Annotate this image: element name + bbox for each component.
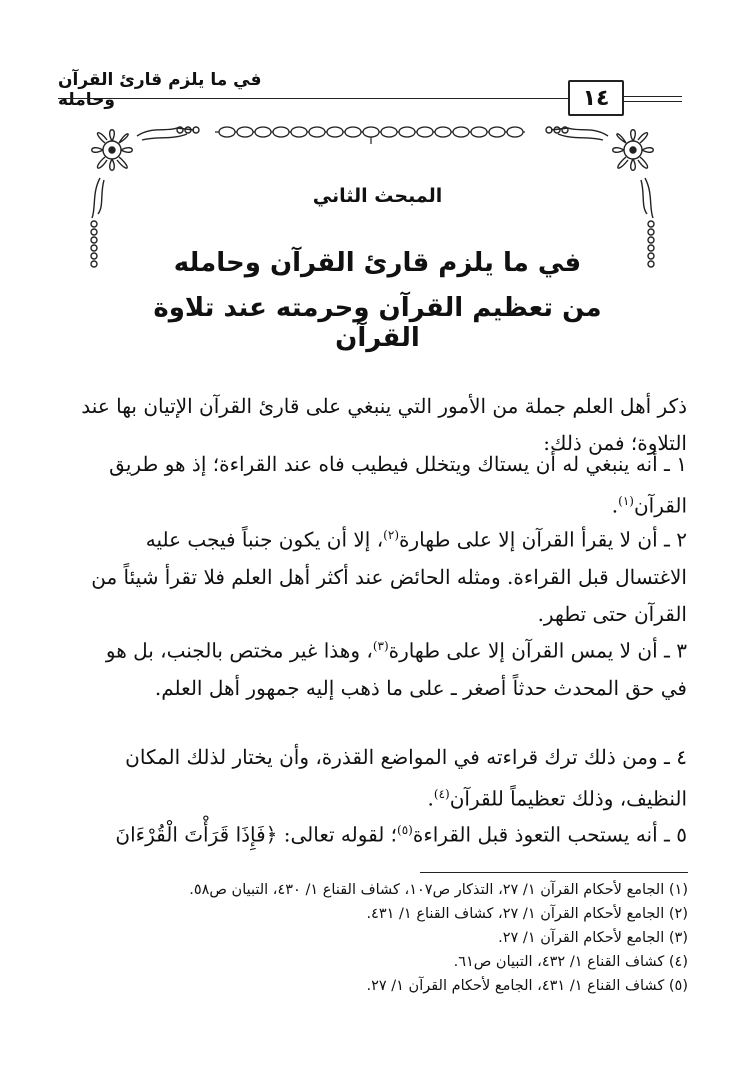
footnote: (٣) الجامع لأحكام القرآن ١/ ٢٧. [498, 930, 688, 946]
footnote: (١) الجامع لأحكام القرآن ١/ ٢٧، التذكار ص١٠٧، كشاف القناع ١/ ٤٣٠، التبيان ص٥٨. [189, 882, 688, 898]
footnote-ref[interactable]: (٤) [433, 787, 450, 801]
footnote-ref[interactable]: (١) [618, 494, 634, 508]
list-item [75, 739, 687, 818]
page-number: ١٤ [582, 85, 610, 111]
header-ornament-tail [622, 96, 682, 102]
running-header-title: في ما يلزم قارئ القرآن وحامله [58, 70, 262, 110]
page-number-box [568, 80, 624, 116]
footnote: (٤) كشاف القناع ١/ ٤٣٢، التبيان ص٦١. [453, 954, 688, 970]
list-item-text: ٤ ـ ومن ذلك ترك قراءته في المواضع القذرة، وأن يختار لذلك المكان النظيف، وذلك تعظيماً للقرآن [125, 745, 687, 811]
footnote-ref[interactable]: (٥) [397, 823, 413, 837]
footnotes [60, 878, 688, 998]
list-item-tail: ، إلا أن يكون جنباً فيجب عليه الاغتسال قبل القراءة. ومثله الحائض عند أكثر أهل العلم فلا تقرأ شيئاً من القرآن حتى تطهر. [91, 527, 687, 626]
section-label: المبحث الثاني [312, 185, 443, 207]
footnote-ref[interactable]: (٢) [383, 528, 399, 542]
list-item-tail: . [611, 493, 619, 518]
intro-text: ذكر أهل العلم جملة من الأمور التي ينبغي على قارئ القرآن الإتيان بها عند التلاوة؛ فمن ذلك: [81, 394, 687, 455]
list-item-text: ٥ ـ أنه يستحب التعوذ قبل القراءة [412, 822, 687, 847]
footnote-ref[interactable]: (٣) [372, 639, 389, 653]
list-item [75, 628, 687, 707]
list-item-tail: ؛ لقوله تعالى: ﴿فَإِذَا قَرَأْتَ الْقُرْءَانَ [115, 822, 398, 847]
footnote: (٢) الجامع لأحكام القرآن ١/ ٢٧، كشاف القناع ١/ ٤٣١. [366, 906, 688, 922]
list-item-text: ٣ ـ أن لا يمس القرآن إلا على طهارة [388, 638, 687, 663]
footnote: (٥) كشاف القناع ١/ ٤٣١، الجامع لأحكام القرآن ١/ ٢٧. [366, 978, 688, 994]
footnote-divider [420, 872, 688, 873]
chain-ornament [215, 122, 525, 146]
list-item-text: ١ ـ أنه ينبغي له أن يستاك ويتخلل فيطيب فاه عند القراءة؛ إذ هو طريق القرآن [109, 452, 687, 518]
list-item-tail: ، وهذا غير مختص بالجنب، بل هو في حق المحدث حدثاً أصغر ـ على ما ذهب إليه جمهور أهل العلم. [105, 638, 687, 700]
chapter-title-line-2: من تعظيم القرآن وحرمته عند تلاوة القرآن [153, 293, 602, 353]
list-item-tail: . [427, 786, 434, 811]
list-item-text: ٢ ـ أن لا يقرأ القرآن إلا على طهارة [399, 527, 687, 552]
chapter-title-line-1: في ما يلزم قارئ القرآن وحامله [173, 248, 582, 278]
list-item [75, 812, 687, 854]
list-item [75, 446, 687, 525]
header-rule [58, 98, 568, 99]
list-item [75, 517, 687, 633]
